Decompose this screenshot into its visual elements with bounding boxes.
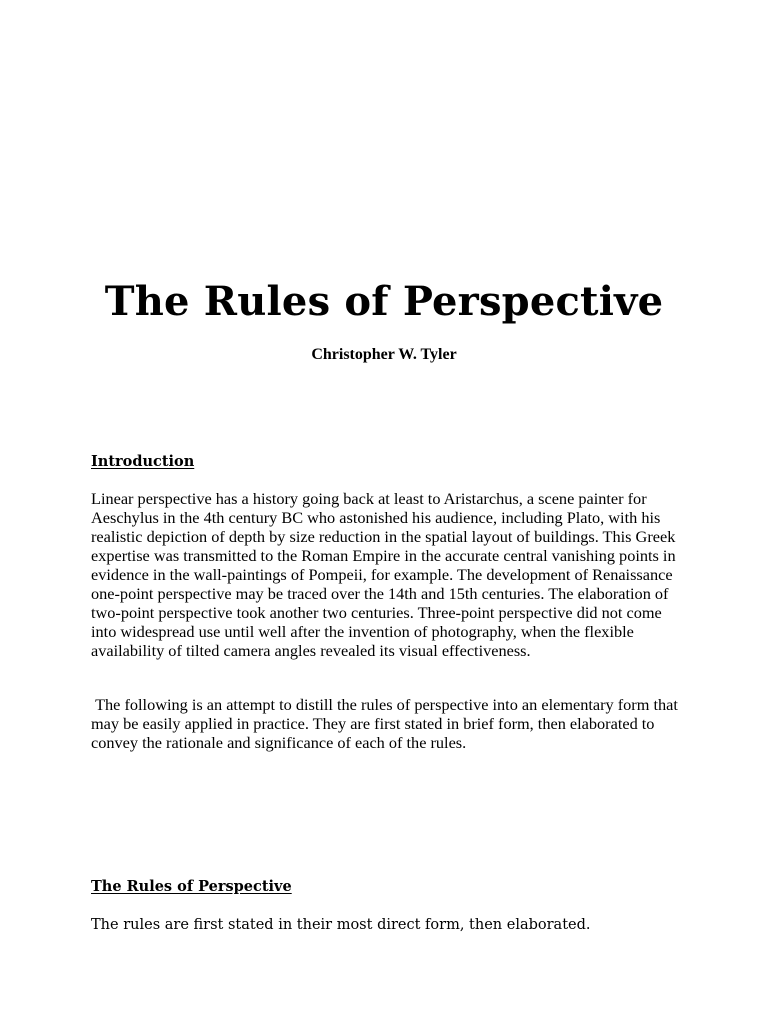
document-title: The Rules of Perspective bbox=[104, 278, 664, 325]
rules-paragraph-1: The rules are first stated in their most direct form, then elaborated. bbox=[91, 917, 591, 933]
section-heading-rules: The Rules of Perspective bbox=[91, 878, 292, 895]
introduction-paragraph-2: The following is an attempt to distill the rules of perspective into an elementary form that may be easily applied in practice. They are first stated in brief form, then elaborated to convey the rationale and significance of each of the rules. bbox=[91, 695, 682, 752]
document-author: Christopher W. Tyler bbox=[311, 346, 457, 363]
introduction-paragraph-1: Linear perspective has a history going back at least to Aristarchus, a scene painter for Aeschylus in the 4th century BC who astonished his audience, including Plato, with his realistic depiction of depth by size reduction in the spatial layout of buildings. This Greek expertise was transmitted to the Roman Empire in the accurate central vanishing points in evidence in the wall-paintings of Pompeii, for example. The development of Renaissance one-point perspective may be traced over the 14th and 15th centuries. The elaboration of two-point perspective took another two centuries. Three-point perspective did not come into widespread use until well after the invention of photography, when the flexible availability of tilted camera angles revealed its visual effectiveness. bbox=[91, 489, 676, 660]
section-heading-introduction: Introduction bbox=[91, 453, 195, 470]
